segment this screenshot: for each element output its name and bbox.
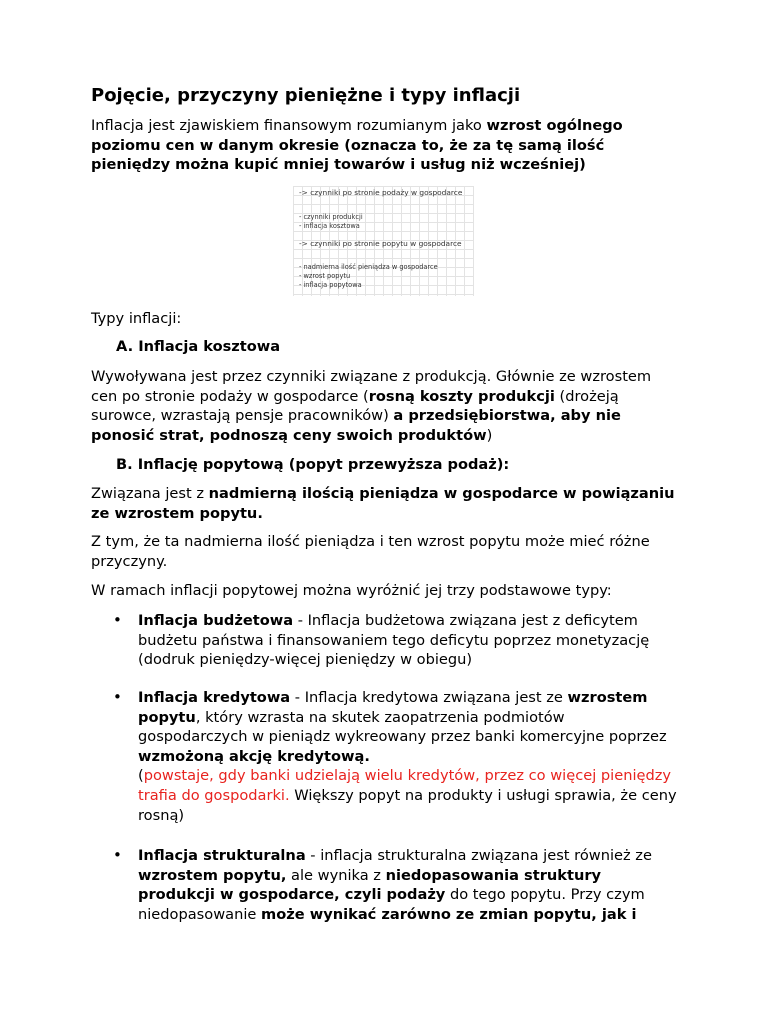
bold-run: niedopasowania struktury produkcji w gospodarce, czyli podaży [138, 866, 602, 904]
bold-run: Inflacja strukturalna [138, 847, 306, 864]
text-run: Wywoływana jest przez czynniki związane z produkcją. Głównie ze wzrostem cen po stronie podaży w gospodarce ( [91, 368, 652, 405]
list-item-credit-inflation [138, 688, 678, 825]
section-b-paragraph [91, 484, 681, 523]
inflation-factors-figure [293, 186, 474, 296]
page-title: Pojęcie, przyczyny pieniężne i typy inflacji [91, 85, 521, 106]
list-item-structural-inflation [138, 846, 678, 924]
bullet-icon: • [113, 688, 122, 706]
section-b-heading: B. Inflację popytową (popyt przewyższa podaż): [116, 456, 510, 473]
bold-run: wzrostem popytu [138, 689, 648, 726]
section-b-paragraph-3: W ramach inflacji popytowej można wyróżnić jej trzy podstawowe typy: [91, 582, 612, 599]
types-label: Typy inflacji: [91, 310, 182, 327]
intro-text: Inflacja jest zjawiskiem finansowym rozumianym jako [91, 117, 487, 134]
bold-run: Inflacja budżetowa [138, 612, 294, 629]
section-a-heading: A. Inflacja kosztowa [116, 338, 281, 355]
bold-run: nadmierną ilością pieniądza w gospodarce w powiązaniu ze wzrostem popytu. [91, 485, 675, 522]
bold-run: może wynikać zarówno ze zmian popytu, jak i [261, 905, 637, 923]
bold-run: a przedsiębiorstwa, aby nie ponosić strat, podnoszą ceny swoich produktów [91, 407, 621, 444]
bold-run: wzmożoną akcję kredytową. [138, 747, 370, 765]
figure-line: - nadmierna ilość pieniądza w gospodarce [299, 263, 438, 271]
figure-line: -> czynniki po stronie popytu w gospodarce [299, 239, 462, 248]
figure-line: - inflacja kosztowa [299, 222, 360, 230]
intro-paragraph [91, 116, 681, 175]
bullet-icon: • [113, 846, 122, 864]
bold-run: rosną koszty produkcji [368, 387, 555, 405]
highlighted-run: powstaje, gdy banki udzielają wielu kredytów, przez co więcej pieniędzy trafia do gospodarki. [138, 767, 672, 804]
bullet-icon: • [113, 611, 122, 629]
list-item-budget-inflation [138, 611, 678, 670]
text-run: , który wzrasta na skutek zaopatrzenia podmiotów gospodarczych w pieniądz wykreowany przez banki komercyjne poprzez [138, 708, 667, 746]
intro-definition: wzrost ogólnego poziomu cen w danym okresie (oznacza to, że za tę samą ilość pieniędzy można kupić mniej towarów i usług niż wcześniej) [91, 117, 623, 174]
text-run: - Inflacja kredytowa związana jest ze [290, 689, 568, 706]
bold-run: wzrostem popytu, [138, 866, 287, 884]
figure-line: - inflacja popytowa [299, 281, 362, 289]
text-run: (drożeją surowce, wzrastają pensje pracowników) [91, 387, 619, 425]
text-run: ( [138, 767, 144, 785]
figure-line: - czynniki produkcji [299, 213, 363, 221]
text-run: do tego popytu. Przy czym niedopasowanie [138, 886, 645, 923]
text-run: - Inflacja budżetowa związana jest z deficytem budżetu państwa i finansowaniem tego deficytu poprzez monetyzację (dodruk pieniędzy-więcej pieniędzy w obiegu) [138, 612, 650, 669]
bold-run: Inflacja kredytowa [138, 689, 291, 706]
text-run: Związana jest z [91, 485, 209, 502]
text-run: ale wynika z [286, 866, 386, 884]
section-a-paragraph [91, 367, 681, 445]
figure-line: - wzrost popytu [299, 272, 351, 280]
text-run: ) [486, 426, 493, 444]
section-b-paragraph-2: Z tym, że ta nadmierna ilość pieniądza i ten wzrost popytu może mieć różne przyczyny. [91, 533, 650, 570]
figure-line: -> czynniki po stronie podaży w gospodarce [299, 188, 463, 197]
text-run: - inflacja strukturalna związana jest również ze [305, 847, 652, 864]
text-run: Większy popyt na produkty i usługi sprawia, że ceny rosną) [138, 786, 677, 824]
